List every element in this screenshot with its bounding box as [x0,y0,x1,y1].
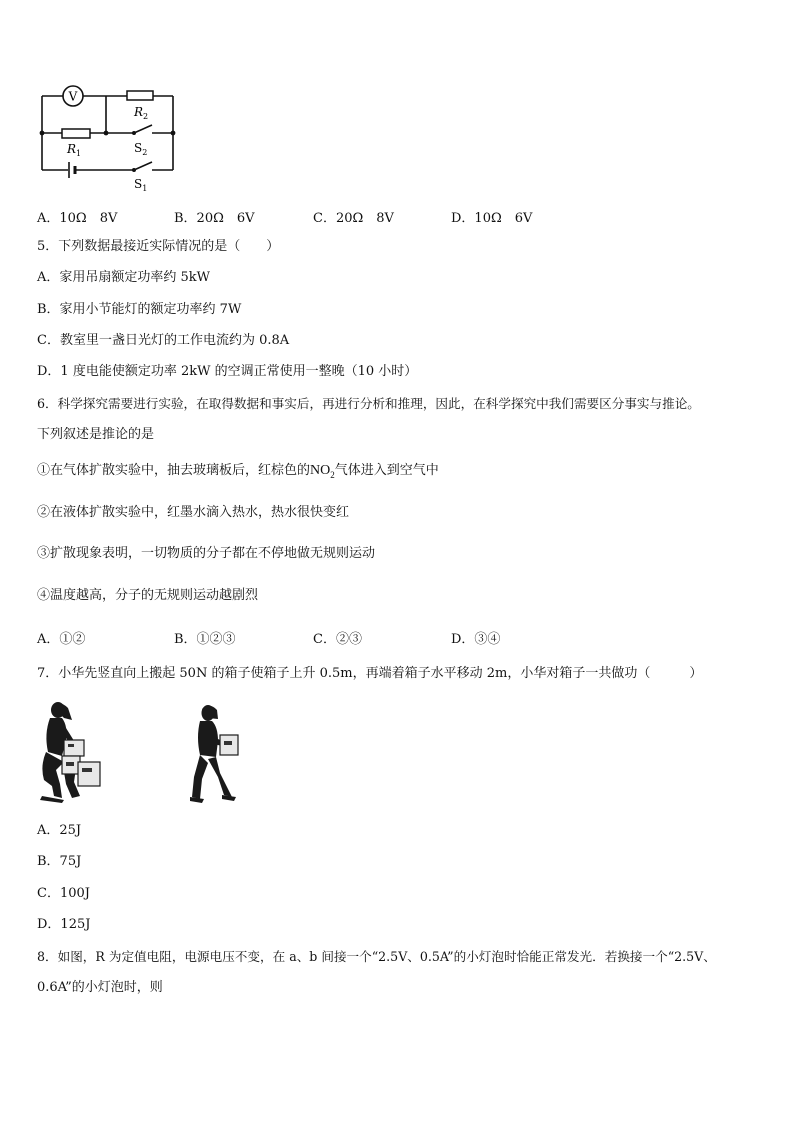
voltmeter-label: V [68,89,78,104]
q6-stem-line2: 下列叙述是推论的是 [37,427,155,442]
junction-dots [40,131,176,172]
lifting-box-figure [38,700,104,804]
resistor-r1 [62,129,90,138]
voltmeter-symbol [63,86,83,106]
battery-symbol [69,162,75,178]
carrying-box-figure [190,703,246,805]
q5-option-b[interactable]: B．家用小节能灯的额定功率约 7W [37,302,242,317]
q4-options [37,207,737,225]
q5-stem: 5．下列数据最接近实际情况的是（ ） [37,239,280,254]
q4-option-d[interactable]: D．10Ω 6V [451,211,533,226]
q6-option-d[interactable]: D．③④ [451,632,501,647]
q6-item-4: ④温度越高，分子的无规则运动越剧烈 [37,588,259,603]
q8-stem-line1: 8．如图，R 为定值电阻，电源电压不变，在 a、b 间接一个“2.5V、0.5A”的小灯泡时恰能正常发光．若换接一个“2.5V、 [37,949,716,964]
q6-options [37,628,737,646]
resistor-r2 [127,91,153,100]
q5-option-a[interactable]: A．家用吊扇额定功率约 5kW [37,270,211,285]
no2-formula: $NO_2$ [310,463,335,480]
q6-item-3: ③扩散现象表明，一切物质的分子都在不停地做无规则运动 [37,546,376,561]
q4-option-a[interactable]: A．10Ω 8V [37,211,118,226]
q6-option-c[interactable]: C．②③ [313,632,362,647]
q7-stem: 7．小华先竖直向上搬起 50N 的箱子使箱子上升 0.5m，再端着箱子水平移动 2m，小华对箱子一共做功（ ） [37,666,703,681]
q7-option-b[interactable]: B．75J [37,854,82,869]
r1-label: $R_1$ [67,142,82,158]
q7-option-a[interactable]: A．25J [37,823,82,838]
q5-option-c[interactable]: C．教室里一盏日光灯的工作电流约为 0.8A [37,333,290,348]
q4-option-c[interactable]: C．20Ω 8V [313,211,394,226]
q6-option-a[interactable]: A．①② [37,632,86,647]
q6-item-1: ①在气体扩散实验中，抽去玻璃板后，红棕色的$NO_2$气体进入到空气中 [37,463,439,480]
q4-option-b[interactable]: B．20Ω 6V [174,211,255,226]
q7-option-c[interactable]: C．100J [37,886,90,901]
r2-label: $R_2$ [134,105,149,121]
q8-stem-line2: 0.6A”的小灯泡时，则 [37,980,163,995]
circuit-diagram [30,82,190,197]
s1-label: $S_1$ [134,177,148,193]
q6-item-2: ②在液体扩散实验中，红墨水滴入热水，热水很快变红 [37,505,350,520]
q7-option-d[interactable]: D．125J [37,917,91,932]
q6-option-b[interactable]: B．①②③ [174,632,236,647]
q6-stem-line1: 6．科学探究需要进行实验，在取得数据和事实后，再进行分析和推理，因此，在科学探究中我们需要区分事实与推论。 [37,396,700,411]
s2-label: $S_2$ [134,141,148,157]
q5-option-d[interactable]: D．1 度电能使额定功率 2kW 的空调正常使用一整晚（10 小时） [37,364,418,379]
